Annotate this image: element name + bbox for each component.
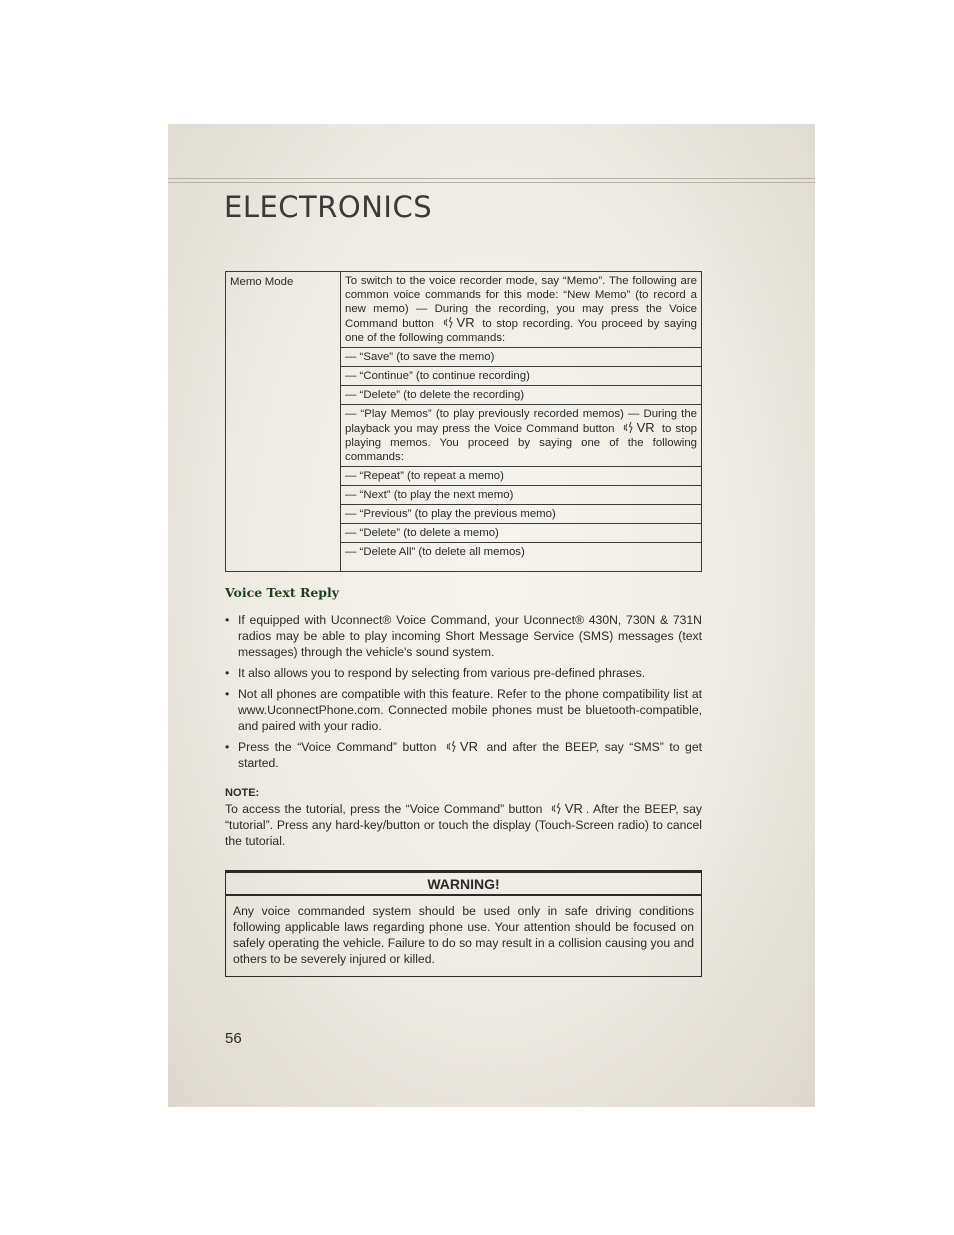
bullet-marker: • xyxy=(225,666,230,680)
vr-label: VR xyxy=(636,420,655,435)
manual-page xyxy=(168,124,815,1107)
page-title: ELECTRONICS xyxy=(224,190,433,224)
memo-play-text-end: to stop playing memos. You proceed by saying one of the following commands: xyxy=(345,423,698,463)
bullet-marker: • xyxy=(225,740,230,754)
header-rule-top xyxy=(168,178,815,179)
list-item xyxy=(225,686,702,734)
memo-intro-cell xyxy=(341,272,702,348)
bullet-text-end: and after the BEEP, say “SMS” to get started. xyxy=(238,740,702,770)
memo-save-cell: — “Save” (to save the memo) xyxy=(341,348,702,367)
memo-delete-recording-cell: — “Delete” (to delete the recording) xyxy=(341,386,702,405)
vr-label: VR xyxy=(564,801,583,816)
note-text xyxy=(225,801,702,849)
warning-body: Any voice commanded system should be used only in safe driving conditions following applicable laws regarding phone use. Your attention should be focused on safely operating the vehicle. Failure to do so may result in a collision causing you and others to be severely injured or killed. xyxy=(233,904,694,966)
voice-command-icon xyxy=(550,801,583,817)
warning-title: WARNING! xyxy=(226,871,701,896)
voice-command-icon xyxy=(622,421,655,436)
bullet-text: If equipped with Uconnect® Voice Command, your Uconnect® 430N, 730N & 731N radios may be able to play incoming Short Message Service (SMS) messages (text messages) through the vehicle's sound system. xyxy=(238,613,702,659)
memo-mode-label: Memo Mode xyxy=(226,272,341,572)
memo-intro-text-end: to stop recording. You proceed by saying one of the following commands: xyxy=(345,318,697,344)
section-heading: Voice Text Reply xyxy=(225,585,340,600)
bullet-text: It also allows you to respond by selecting from various pre-defined phrases. xyxy=(238,666,646,680)
bullet-text: Press the “Voice Command” button xyxy=(238,740,437,754)
memo-play-cell xyxy=(341,405,702,467)
vr-label: VR xyxy=(456,315,475,330)
voice-command-icon xyxy=(445,739,478,755)
memo-next-cell: — “Next” (to play the next memo) xyxy=(341,486,702,505)
bullet-marker: • xyxy=(225,687,230,701)
memo-delete-all-cell: — “Delete All” (to delete all memos) xyxy=(341,543,702,572)
memo-mode-table xyxy=(225,271,702,572)
note-label: NOTE: xyxy=(225,787,260,799)
memo-play-text: — “Play Memos” (to play previously recorded memos) — During the playback you may press the Voice Command button xyxy=(345,408,697,435)
table-row xyxy=(226,272,702,348)
memo-continue-cell: — “Continue” (to continue recording) xyxy=(341,367,702,386)
memo-repeat-cell: — “Repeat” (to repeat a memo) xyxy=(341,467,702,486)
page-number: 56 xyxy=(225,1030,242,1047)
vr-label: VR xyxy=(459,739,478,754)
memo-previous-cell: — “Previous” (to play the previous memo) xyxy=(341,505,702,524)
memo-delete-memo-cell: — “Delete” (to delete a memo) xyxy=(341,524,702,543)
list-item xyxy=(225,739,702,771)
memo-intro-text: To switch to the voice recorder mode, say “Memo”. The following are common voice commands for this mode: “New Memo” (to record a new memo) — During the recording, you may press the Voice Command button xyxy=(345,275,697,330)
list-item xyxy=(225,665,702,681)
note-text-start: To access the tutorial, press the “Voice Command” button xyxy=(225,802,543,816)
note-text-end: . After the BEEP, say “tutorial”. Press any hard-key/button or touch the display (Touch-Screen radio) to cancel the tutorial. xyxy=(225,802,703,848)
bullet-text: Not all phones are compatible with this feature. Refer to the phone compatibility list at www.UconnectPhone.com. Connected mobile phones must be bluetooth-compatible, and paired with your radio. xyxy=(238,687,702,733)
header-rule-bottom xyxy=(168,182,815,183)
warning-box xyxy=(225,870,702,977)
voice-command-icon xyxy=(442,316,475,331)
list-item xyxy=(225,612,702,660)
page-content xyxy=(225,271,702,977)
bullet-marker: • xyxy=(225,613,230,627)
bullet-list xyxy=(225,612,702,771)
